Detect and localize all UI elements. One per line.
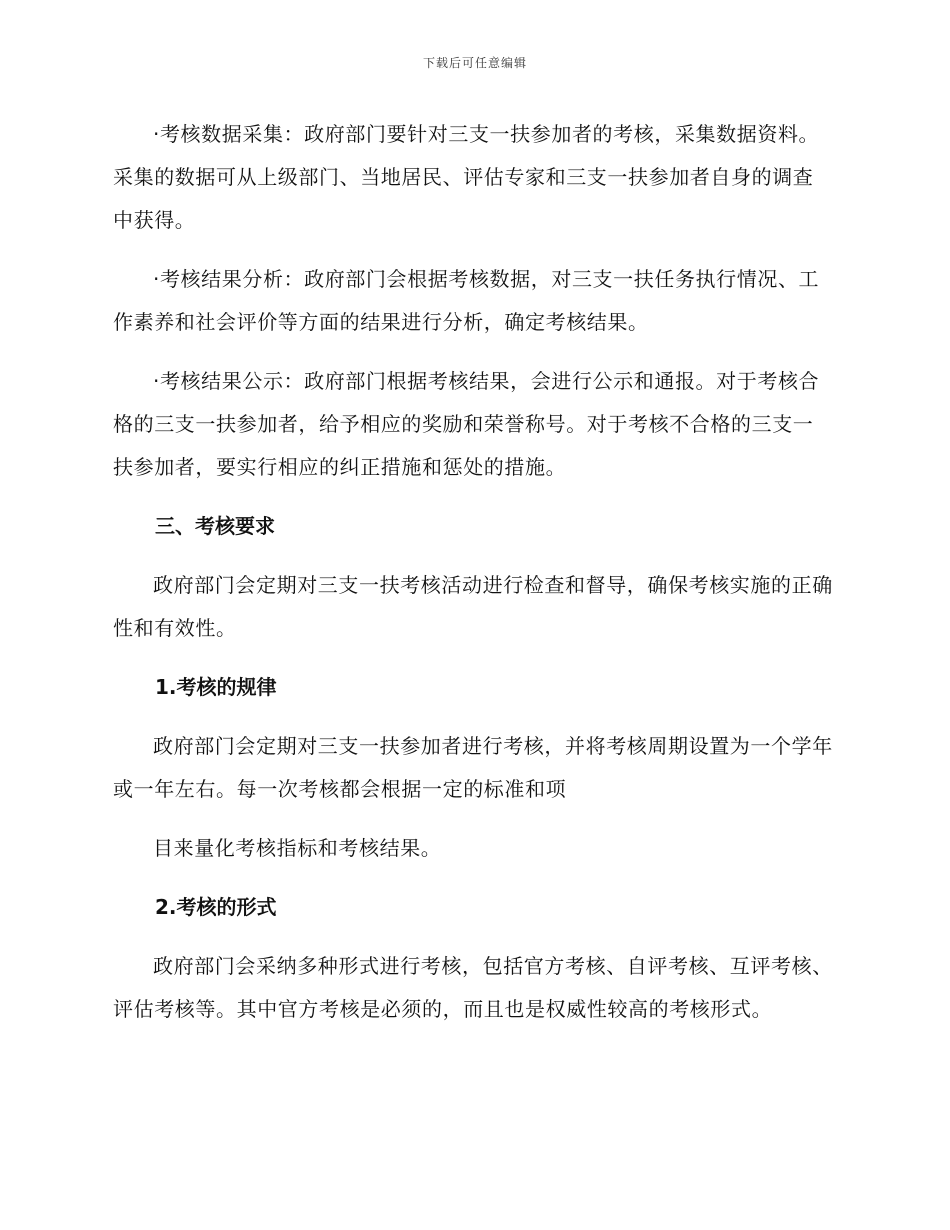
document-body: [113, 113, 833, 1031]
subheading-pattern: 1.考核的规律: [155, 675, 277, 699]
paragraph-gap: [113, 242, 833, 258]
paragraph-result-publicity: ·考核结果公示：政府部门根据考核结果，会进行公示和通报。对于考核合格的三支一扶参加者，给予相应的奖励和荣誉称号。对于考核不合格的三支一扶参加者，要实行相应的纠正措施和惩处的措施。: [113, 369, 820, 479]
paragraph-data-collection: ·考核数据采集：政府部门要针对三支一扶参加者的考核，采集数据资料。采集的数据可从上级部门、当地居民、评估专家和三支一扶参加者自身的调查中获得。: [113, 122, 820, 232]
paragraph-gap: [113, 929, 833, 945]
paragraph-gap: [113, 709, 833, 725]
paragraph-gap: [113, 489, 833, 505]
header-note: 下载后可任意编辑: [422, 56, 527, 70]
paragraph-requirements: 政府部门会定期对三支一扶考核活动进行检查和督导，确保考核实施的正确性和有效性。: [113, 573, 833, 640]
section-heading-requirements: 三、考核要求: [155, 514, 275, 538]
paragraph-gap: [113, 344, 833, 360]
paragraph-gap: [113, 650, 833, 666]
paragraph-pattern: 政府部门会定期对三支一扶参加者进行考核，并将考核周期设置为一个学年或一年左右。每一次考核都会根据一定的标准和项: [113, 734, 833, 801]
paragraph-gap: [113, 811, 833, 827]
paragraph-forms: 政府部门会采纳多种形式进行考核，包括官方考核、自评考核、互评考核、评估考核等。其中官方考核是必须的，而且也是权威性较高的考核形式。: [113, 954, 833, 1021]
paragraph-gap: [113, 548, 833, 564]
paragraph-result-analysis: ·考核结果分析：政府部门会根据考核数据，对三支一扶任务执行情况、工作素养和社会评价等方面的结果进行分析，确定考核结果。: [113, 267, 820, 334]
subheading-forms: 2.考核的形式: [155, 895, 277, 919]
paragraph-pattern-continued: 目来量化考核指标和考核结果。: [153, 836, 442, 860]
paragraph-gap: [113, 870, 833, 886]
